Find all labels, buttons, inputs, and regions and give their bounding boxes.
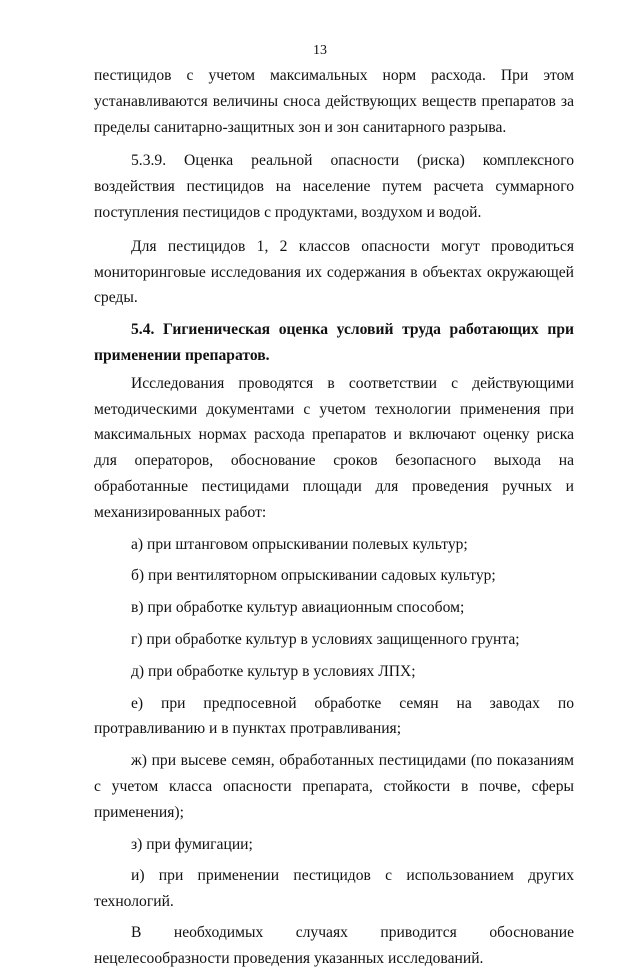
list-item-d: д) при обработке культур в условиях ЛПХ;	[131, 662, 416, 680]
paragraph-intro: пестицидов с учетом максимальных норм расхода. При этом устанавливаются величины сноса действующих веществ препаратов за пределы санитарно-защитных зон и зон санитарного разрыва.	[94, 67, 574, 136]
paragraph-research: Исследования проводятся в соответствии с действующими методическими документами с учетом технологии применения при максимальных нормах расхода препаратов и включают оценку риска для операторов, обоснование сроков безопасного выхода на обработанные пестицидами площади для проведения ручных и механизированных работ:	[94, 374, 574, 521]
list-item-i: и) при применении пестицидов с использованием других технологий.	[94, 867, 574, 911]
paragraph-monitoring: Для пестицидов 1, 2 классов опасности могут проводиться мониторинговые исследования их содержания в объектах окружающей среды.	[94, 237, 574, 307]
document-body	[94, 63, 574, 972]
list-item-b: б) при вентиляторном опрыскивании садовых культур;	[131, 567, 496, 585]
list-item-v: в) при обработке культур авиационным способом;	[131, 599, 465, 617]
paragraph-5-3-9: 5.3.9. Оценка реальной опасности (риска) комплексного воздействия пестицидов на население путем расчета суммарного поступления пестицидов с продуктами, воздухом и водой.	[94, 152, 574, 221]
page-number: 13	[313, 43, 327, 58]
list-item-e: е) при предпосевной обработке семян на заводах по протравливанию и в пунктах протравливания;	[94, 694, 574, 738]
section-heading-5-4: 5.4. Гигиеническая оценка условий труда работающих при применении препаратов.	[94, 321, 574, 364]
list-item-z: з) при фумигации;	[131, 835, 253, 853]
paragraph-conclusion: В необходимых случаях приводится обоснование нецелесообразности проведения указанных исследований.	[94, 923, 574, 967]
list-item-g: г) при обработке культур в условиях защищенного грунта;	[131, 630, 520, 648]
list-item-a: а) при штанговом опрыскивании полевых культур;	[131, 535, 468, 553]
list-item-zh: ж) при высеве семян, обработанных пестицидами (по показаниям с учетом класса опасности препарата, стойкости в почве, сферы применения);	[94, 752, 574, 821]
